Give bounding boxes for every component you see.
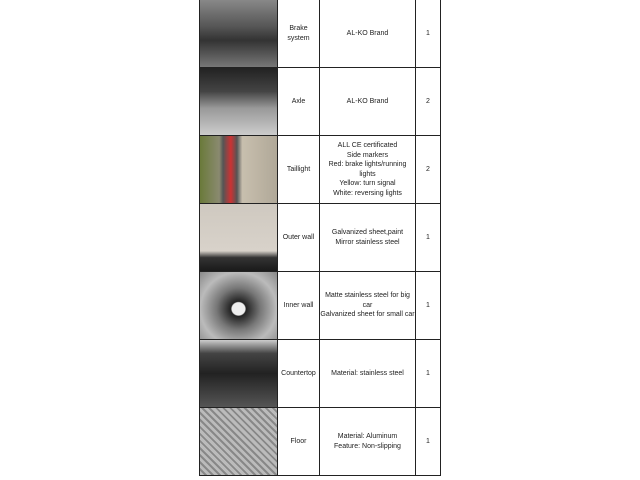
countertop-photo xyxy=(200,340,277,407)
part-quantity: 1 xyxy=(416,0,441,68)
table-row xyxy=(200,272,441,340)
part-quantity: 1 xyxy=(416,204,441,272)
table-row xyxy=(200,204,441,272)
part-name: Countertop xyxy=(278,340,320,408)
part-name: Inner wall xyxy=(278,272,320,340)
axle-photo xyxy=(200,68,277,135)
table-row xyxy=(200,340,441,408)
part-description: AL-KO Brand xyxy=(320,0,416,68)
part-description: Galvanized sheet,paint Mirror stainless steel xyxy=(320,204,416,272)
brake-system-photo xyxy=(200,0,277,67)
table-row xyxy=(200,0,441,68)
floor-photo xyxy=(200,408,277,475)
part-quantity: 1 xyxy=(416,340,441,408)
part-quantity: 2 xyxy=(416,136,441,204)
part-quantity: 2 xyxy=(416,68,441,136)
table-row xyxy=(200,136,441,204)
part-description: AL-KO Brand xyxy=(320,68,416,136)
part-description: ALL CE certificated Side markers Red: brake lights/running lights Yellow: turn signal White: reversing lights xyxy=(320,136,416,204)
part-quantity: 1 xyxy=(416,272,441,340)
spec-table xyxy=(199,0,441,476)
inner-wall-photo xyxy=(200,272,277,339)
part-quantity: 1 xyxy=(416,408,441,476)
table-row xyxy=(200,68,441,136)
part-name: Floor xyxy=(278,408,320,476)
taillight-photo xyxy=(200,136,277,203)
part-description: Matte stainless steel for big car Galvanized sheet for small car xyxy=(320,272,416,340)
part-name: Taillight xyxy=(278,136,320,204)
part-description: Material: Aluminum Feature: Non-slipping xyxy=(320,408,416,476)
outer-wall-photo xyxy=(200,204,277,271)
part-name: Axle xyxy=(278,68,320,136)
part-name: Outer wall xyxy=(278,204,320,272)
part-name: Brake system xyxy=(278,0,320,68)
part-description: Material: stainless steel xyxy=(320,340,416,408)
table-row xyxy=(200,408,441,476)
